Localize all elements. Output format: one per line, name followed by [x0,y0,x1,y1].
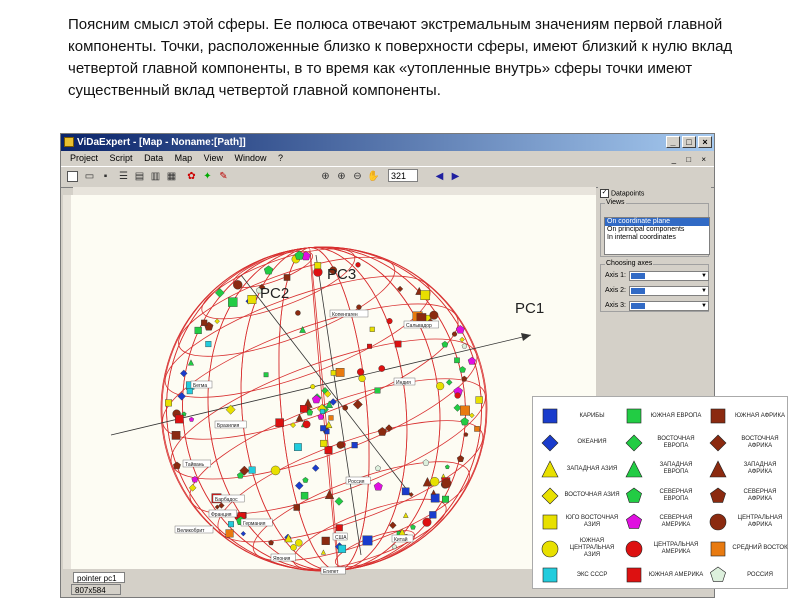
data-point[interactable] [337,441,344,448]
legend-label: ВОСТОЧНАЯ АФРИКА [741,435,779,449]
data-point[interactable] [329,415,334,420]
svg-text:Бегма: Бегма [193,383,208,389]
region-legend [532,396,788,589]
data-point[interactable] [352,442,358,448]
checkbox-icon[interactable]: ✓ [601,189,608,196]
maximize-button[interactable]: □ [682,136,696,148]
data-point[interactable] [375,388,380,393]
grid-icon[interactable]: ▤ [134,171,145,182]
data-point[interactable] [233,280,242,289]
svg-text:Великобрит: Великобрит [177,528,205,534]
data-point[interactable] [421,290,430,299]
data-point[interactable] [320,440,327,447]
chevron-down-icon[interactable]: ▼ [701,288,707,294]
zoom-input[interactable]: 321 [388,169,418,182]
country-label[interactable] [175,526,213,534]
legend-label: ЮЖНАЯ ЕВРОПА [650,412,702,419]
data-point[interactable] [295,539,302,546]
caption: Поясним смысл этой сферы. Ее полюса отвечают экстремальным значениям первой главной компоненты. Точки, расположенные близко к поверхности сферы, имеют близкий к нулю вклад четвертой главной компоненты, в то время как «утопленные внутрь» сферы точки имеют существенный вклад четвертой главной компоненты. [68,16,733,99]
data-point[interactable] [403,513,408,518]
menu-window[interactable]: Window [234,153,267,163]
table-icon[interactable]: ☰ [119,171,128,182]
data-point[interactable] [461,418,469,426]
data-point[interactable] [462,376,467,381]
data-point[interactable] [363,536,372,545]
pc1-arrowhead [521,333,531,341]
views-list[interactable] [604,217,710,255]
data-point[interactable] [320,409,325,414]
data-point[interactable] [446,379,452,385]
data-point[interactable] [356,262,361,267]
data-point[interactable] [357,369,364,376]
data-point[interactable] [476,397,483,404]
chevron-down-icon[interactable]: ▼ [701,303,707,309]
circle-icon [541,540,559,558]
svg-text:Франция: Франция [211,512,232,518]
pc2-axis-line [241,275,411,495]
data-point[interactable] [430,477,439,486]
legend-item [539,430,623,456]
data-point[interactable] [455,393,461,399]
data-point[interactable] [370,327,375,332]
triangle-icon [709,460,727,478]
legend-label: ЗАПАДНАЯ АЗИЯ [566,465,618,472]
crosshair-icon[interactable]: ⊕ [321,171,330,182]
data-point[interactable] [201,320,207,326]
data-point[interactable] [189,417,194,421]
square-icon [709,407,727,425]
data-point[interactable] [430,311,438,319]
svg-text:Сальвадор: Сальвадор [406,323,432,329]
legend-item [707,430,791,456]
open-folder-icon[interactable]: ▭ [84,171,95,182]
save-icon[interactable]: ▪ [103,171,108,182]
data-point[interactable] [336,368,344,376]
data-point[interactable] [180,370,187,377]
legend-item [707,536,791,562]
data-point[interactable] [315,262,321,268]
axis1-select[interactable] [629,271,709,281]
legend-item [623,536,707,562]
tab-pointer-pc1[interactable]: pointer pc1 [73,572,125,583]
view-option-principal-components[interactable]: On principal components [607,226,685,233]
sphere-latitude [148,277,472,467]
data-point[interactable] [264,266,273,274]
legend-label: ЦЕНТРАЛЬНАЯ АМЕРИКА [653,541,699,555]
legend-item [539,536,623,562]
legend-item [707,483,791,509]
data-point[interactable] [442,479,451,488]
legend-label: СЕВЕРНАЯ АФРИКА [743,488,777,502]
data-point[interactable] [228,521,234,527]
legend-item [707,509,791,535]
data-point[interactable] [294,504,300,510]
data-point[interactable] [219,503,225,509]
data-point[interactable] [335,497,343,505]
data-point[interactable] [295,310,300,315]
data-point[interactable] [195,327,202,334]
data-point[interactable] [264,373,268,377]
axis1-label: Axis 1: [605,272,627,279]
country-label[interactable] [330,310,368,318]
datapoints-label: Datapoints [610,190,645,198]
svg-text:Япония: Япония [273,556,291,562]
legend-item [539,509,623,535]
palette-icon[interactable]: ✿ [187,171,196,182]
data-point[interactable] [226,405,235,414]
data-point[interactable] [436,382,444,390]
data-point[interactable] [445,465,449,469]
data-point[interactable] [173,462,180,469]
data-point[interactable] [336,525,342,531]
legend-item [539,456,623,482]
data-point[interactable] [175,415,183,423]
data-point[interactable] [325,446,333,454]
data-point[interactable] [300,405,307,412]
legend-label: ЭКС СССР [576,571,608,578]
data-point[interactable] [379,365,385,371]
data-point[interactable] [469,413,474,418]
data-point[interactable] [303,477,309,482]
data-point[interactable] [374,482,382,490]
axis2-label: Axis 2: [605,287,627,294]
data-point[interactable] [460,406,470,416]
menu-help[interactable]: ? [278,153,284,163]
menu-bar [61,151,714,166]
data-point[interactable] [321,550,326,555]
data-point[interactable] [457,455,464,461]
menu-map[interactable]: Map [174,153,193,163]
data-point[interactable] [295,251,304,260]
data-point[interactable] [249,467,256,474]
axis3-label: Axis 3: [605,302,627,309]
svg-text:Индия: Индия [396,380,411,386]
legend-label: ЮГО ВОСТОЧНАЯ АЗИЯ [565,515,619,528]
legend-item [539,403,623,429]
views-title: Views [606,199,625,206]
data-point[interactable] [187,388,193,394]
pentagon-icon [625,487,643,505]
data-point[interactable] [318,414,324,420]
data-point[interactable] [387,318,393,324]
menu-data[interactable]: Data [144,153,164,163]
pc2-label: PC2 [260,285,290,302]
country-label[interactable] [333,533,347,541]
legend-item [623,562,707,588]
legend-item [539,562,623,588]
country-label[interactable] [191,381,212,389]
legend-item [623,403,707,429]
data-point[interactable] [431,494,439,502]
data-point[interactable] [452,332,457,337]
close-button[interactable]: × [698,136,712,148]
legend-label: ЗАПАДНАЯ ЕВРОПА [659,462,693,475]
map-canvas[interactable] [71,195,596,575]
data-point[interactable] [312,465,319,472]
legend-label: ВОСТОЧНАЯ АЗИЯ [564,492,620,498]
svg-text:Копенгаген: Копенгаген [332,312,358,318]
data-point[interactable] [322,537,330,545]
app-icon [64,137,74,147]
data-point[interactable] [359,375,366,382]
data-point[interactable] [241,531,246,536]
circle-icon [625,540,643,558]
pin-icon[interactable]: ✎ [219,171,228,182]
legend-item [623,509,707,535]
chevron-down-icon[interactable]: ▼ [701,273,707,279]
legend-label: СЕВЕРНАЯ ЕВРОПА [659,488,693,502]
data-point[interactable] [215,319,220,324]
axis2-select[interactable] [629,286,709,296]
view-option-internal-coordinates[interactable]: In internal coordinates [607,234,676,241]
prev-icon[interactable]: ◀ [435,171,444,182]
views-group [600,199,709,257]
svg-text:Россия: Россия [348,479,365,485]
sphere-latitude [168,237,405,376]
data-point[interactable] [367,344,372,349]
data-point[interactable] [402,488,409,495]
zoom-out-icon[interactable]: ⊖ [353,171,362,182]
diamond-icon [625,434,643,452]
svg-text:США: США [335,535,347,541]
datapoints-checkbox[interactable] [600,189,644,198]
country-label[interactable] [213,495,244,503]
svg-text:Барбадос: Барбадос [215,497,238,503]
legend-label: ОКЕАНИЯ [577,439,607,445]
diamond-icon [541,434,559,452]
minimize-button[interactable]: _ [666,136,680,148]
svg-text:Бразилия: Бразилия [217,423,240,429]
data-point[interactable] [284,274,290,280]
legend-label: ВОСТОЧНАЯ ЕВРОПА [657,435,695,449]
new-file-icon[interactable] [67,171,78,182]
legend-item [623,456,707,482]
data-point[interactable] [429,511,436,518]
square-icon [625,407,643,425]
title-bar[interactable] [61,134,714,151]
data-point[interactable] [165,400,172,407]
svg-text:Египет: Египет [323,569,339,575]
svg-text:Китай: Китай [394,537,408,543]
data-point[interactable] [343,405,348,410]
data-point[interactable] [389,522,396,529]
data-point[interactable] [172,431,180,439]
country-label[interactable] [215,421,246,429]
view-option-coordinate-plane[interactable]: On coordinate plane [605,218,709,226]
data-point[interactable] [301,492,308,499]
legend-item [623,483,707,509]
mdi-controls[interactable]: _ □ × [671,155,710,164]
data-point[interactable] [338,545,346,553]
country-label[interactable] [404,321,439,329]
legend-label: СРЕДНИЙ ВОСТОК [732,545,788,551]
legend-label: ЮЖНАЯ ЦЕНТРАЛЬНАЯ АЗИЯ [569,538,615,558]
country-label[interactable] [394,378,415,386]
data-point[interactable] [442,341,448,347]
data-point[interactable] [423,459,429,465]
sphere-plot[interactable] [71,195,596,575]
data-point[interactable] [423,518,432,527]
data-point[interactable] [313,268,322,277]
points-icon[interactable]: ✦ [203,171,212,182]
data-point[interactable] [294,443,301,450]
axes-group [600,260,709,312]
legend-label: ЮЖНАЯ АФРИКА [735,412,785,419]
hand-icon[interactable]: ✋ [367,171,380,182]
menu-view[interactable]: View [203,153,223,163]
data-point[interactable] [459,366,465,372]
square-icon [625,566,643,584]
pc1-label: PC1 [515,300,545,317]
data-point[interactable] [331,370,336,375]
country-label[interactable] [209,510,237,518]
data-point[interactable] [188,360,194,366]
data-point[interactable] [226,530,234,538]
diamond-icon [709,434,727,452]
triangle-icon [541,460,559,478]
data-point[interactable] [303,421,310,428]
data-point[interactable] [228,298,237,307]
data-point[interactable] [454,404,461,411]
menu-script[interactable]: Script [109,153,133,163]
data-point[interactable] [442,496,448,502]
columns-icon[interactable]: ▥ [150,171,161,182]
country-label[interactable] [183,460,211,468]
menu-project[interactable]: Project [70,153,99,163]
legend-item [707,456,791,482]
legend-label: РОССИЯ [747,571,773,578]
legend-item [707,403,791,429]
square-icon [709,540,727,558]
data-point[interactable] [431,490,436,495]
square-icon [541,566,559,584]
data-point[interactable] [290,544,296,550]
country-label[interactable] [392,535,413,543]
legend-label: ЦЕНТРАЛЬНАЯ АФРИКА [737,515,783,528]
data-point[interactable] [320,425,326,431]
legend-item [623,430,707,456]
axis3-select[interactable] [629,301,709,311]
data-point[interactable] [454,358,459,363]
data-point[interactable] [378,427,387,435]
legend-item [539,483,623,509]
data-point[interactable] [395,341,401,347]
data-point[interactable] [460,337,465,342]
svg-text:Тайвань: Тайвань [185,462,205,468]
legend-label: СЕВЕРНАЯ АМЕРИКА [659,515,693,528]
pentagon-icon [709,487,727,505]
zoom-in-icon[interactable]: ⊕ [337,171,346,182]
country-label[interactable] [346,477,370,485]
data-icon[interactable]: ▦ [166,171,177,182]
pentagon-icon [625,513,643,531]
triangle-icon [625,460,643,478]
data-point[interactable] [276,419,284,427]
legend-label: ЮЖНАЯ АМЕРИКА [648,571,704,578]
data-point[interactable] [206,341,212,347]
legend-label: ЗАПАДНАЯ АФРИКА [743,462,777,475]
country-label[interactable] [241,519,272,527]
data-point[interactable] [474,426,479,431]
circle-icon [709,513,727,531]
pentagon-icon [709,566,727,584]
data-point[interactable] [468,357,476,364]
diamond-icon [541,487,559,505]
data-point[interactable] [375,465,381,470]
data-point[interactable] [189,484,196,491]
dimensions-readout: 807x584 [71,584,121,595]
square-icon [541,407,559,425]
square-icon [541,513,559,531]
country-label[interactable] [271,554,295,562]
legend-item [707,562,791,588]
data-point[interactable] [248,295,256,303]
data-point[interactable] [356,305,361,310]
choosing-axes-title: Choosing axes [606,260,653,267]
legend-label: КАРИБЫ [579,412,605,419]
data-point[interactable] [310,384,315,389]
data-point[interactable] [295,482,303,490]
pc3-label: PC3 [327,266,357,283]
data-point[interactable] [271,466,280,475]
svg-text:Германия: Германия [243,521,266,527]
window-title: ViDaExpert - [Map - Noname:[Path]] [77,137,246,148]
next-icon[interactable]: ▶ [451,171,460,182]
